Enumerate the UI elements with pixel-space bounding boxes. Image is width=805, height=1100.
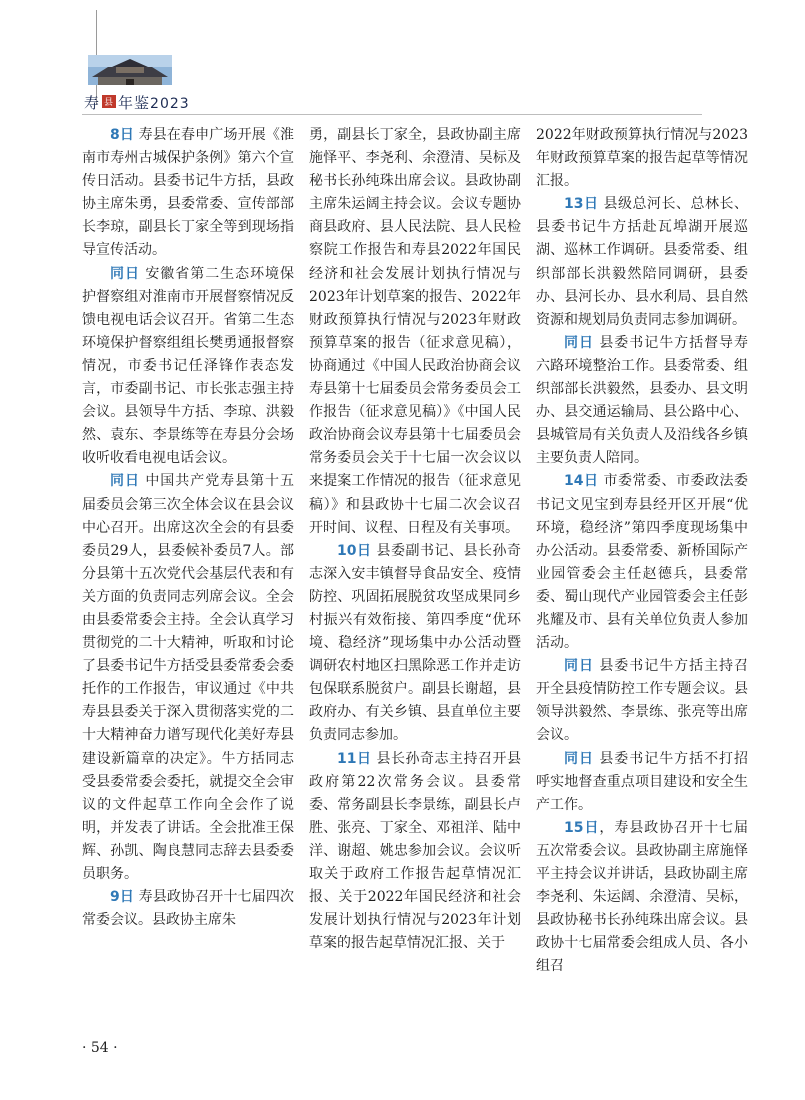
header-rule-horizontal xyxy=(82,114,702,115)
entry xyxy=(536,470,748,655)
entry-date: 9日 xyxy=(110,889,135,906)
entry xyxy=(82,263,294,471)
entry-text: 县长孙奇志主持召开县政府第22次常务会议。县委常委、常务副县长李景练，副县长卢胜、张亮、丁家全、邓祖洋、陆中洋、谢超、姚忠参加会议。会议听取关于政府工作报告起草情况汇报、关于2022年国民经济和社会发展计划执行情况与2023年计划草案的报告起草情况汇报、关于 xyxy=(309,750,522,952)
entry-text: 寿县政协召开十七届四次常委会议。县政协主席朱 xyxy=(82,889,295,929)
entry-date: 同日 xyxy=(564,334,594,351)
entry-date: 10日 xyxy=(337,542,372,559)
text-column-2 xyxy=(309,124,521,955)
entry xyxy=(82,886,294,932)
entry-text: 县委书记牛方括不打招呼实地督查重点项目建设和安全生产工作。 xyxy=(536,750,749,813)
header-photo-city-gate xyxy=(88,55,172,85)
entry xyxy=(536,817,748,979)
yearbook-title xyxy=(84,92,190,113)
page-number: · 54 · xyxy=(82,1040,118,1056)
entry-date: 同日 xyxy=(564,658,594,675)
entry xyxy=(536,193,748,332)
text-column-3 xyxy=(536,124,748,978)
entry xyxy=(309,748,521,956)
entry-date: 同日 xyxy=(110,265,140,282)
entry-text: 县级总河长、总林长、县委书记牛方括赴瓦埠湖开展巡湖、巡林工作调研。县委常委、组织部部长洪毅然陪同调研，县委办、县河长办、县水利局、县自然资源和规划局负责同志参加调研。 xyxy=(536,196,749,328)
entry-date: 8日 xyxy=(110,127,135,143)
entry-text: 2022年财政预算执行情况与2023年财政预算草案的报告起草等情况汇报。 xyxy=(536,127,748,190)
entry-text: 县委副书记、县长孙奇志深入安丰镇督导食品安全、疫情防控、巩固拓展脱贫攻坚成果同乡村振兴有效衔接、第四季度“优环境、稳经济”现场集中办公活动暨调研农村地区扫黑除恶工作并走访包保联系脱贫户。副县长谢超，县政府办、有关乡镇、县直单位主要负责同志参加。 xyxy=(309,542,522,744)
entry-text: 中国共产党寿县第十五届委员会第三次全体会议在县会议中心召开。出席这次全会的有县委委员29人，县委候补委员7人。部分县第十五次党代会基层代表和有关方面的负责同志列席会议。全会由县委常委会主持。全会认真学习贯彻党的二十大精神，听取和讨论了县委书记牛方括受县委常委会委托作的工作报告，审议通过《中共寿县县委关于深入贯彻落实党的二十大精神奋力谱写现代化美好寿县建设新篇章的决定》。牛方括同志受县委常委会委托，就提交全会审议的文件起草工作向全会作了说明，并发表了讲话。全会批准王保辉、孙凯、陶良慧同志辞去县委委员职务。 xyxy=(82,473,295,882)
entry-text: 安徽省第二生态环境保护督察组对淮南市开展督察情况反馈电视电话会议召开。省第二生态环境保护督察组组长樊勇通报督察情况，市委书记任泽锋作表态发言，市委副书记、市长张志强主持会议。县领导牛方括、李琼、洪毅然、袁东、李景练等在寿县分会场收听收看电视电话会议。 xyxy=(82,265,295,467)
entry-text: ，寿县政协召开十七届五次常委会议。县政协副主席施怿平主持会议并讲话，县政协副主席李尧利、朱运阔、余澄清、吴标，县政协秘书长孙纯珠出席会议。县政协十七届常委会组成人员、各小组召 xyxy=(536,819,749,975)
text-column-1 xyxy=(82,124,294,932)
entry xyxy=(82,124,294,263)
entry-date: 15日 xyxy=(564,819,600,836)
entry-date: 同日 xyxy=(110,473,140,490)
entry xyxy=(82,470,294,886)
entry-date: 11日 xyxy=(337,750,372,767)
entry-text: 市委常委、市委政法委书记文见宝到寿县经开区开展“优环境，稳经济”第四季度现场集中办公活动。县委常委、新桥国际产业园管委会主任赵德兵，县委常委、蜀山现代产业园管委会主任彭兆耀及市、县有关单位负责人参加活动。 xyxy=(536,473,749,652)
entry-continued xyxy=(536,124,748,193)
entry xyxy=(536,655,748,747)
entry-date: 14日 xyxy=(564,473,599,490)
page-header xyxy=(0,0,805,120)
entry xyxy=(536,332,748,471)
title-seal: 县 xyxy=(102,95,116,108)
entry-text: 县委书记牛方括督导寿六路环境整治工作。县委常委、组织部部长洪毅然，县委办、县文明办、县交通运输局、县公路中心、县城管局有关负责人及沿线各乡镇主要负责人陪同。 xyxy=(536,334,749,467)
entry-continued xyxy=(309,124,521,540)
entry-text: 寿县在春申广场开展《淮南市寿州古城保护条例》第六个宣传日活动。县委书记牛方括，县政协主席朱勇，县委常委、宣传部部长李琼，副县长丁家全等到现场指导宣传活动。 xyxy=(82,127,295,259)
entry-text: 县委书记牛方括主持召开全县疫情防控工作专题会议。县领导洪毅然、李景练、张亮等出席会议。 xyxy=(536,658,749,744)
entry xyxy=(536,748,748,817)
title-char: 寿 xyxy=(84,94,101,112)
entry-text: 勇，副县长丁家全，县政协副主席施怿平、李尧利、余澄清、吴标及秘书长孙纯珠出席会议。县政协副主席朱运阔主持会议。会议专题协商县政府、县人民法院、县人民检察院工作报告和寿县2022年国民经济和社会发展计划执行情况与2023年计划草案的报告、2022年财政预算执行情况与2023年财政预算草案的报告（征求意见稿），协商通过《中国人民政治协商会议寿县第十七届委员会常务委员会工作报告（征求意见稿）》《中国人民政治协商会议寿县第十七届委员会常务委员会关于十七届一次会议以来提案工作情况的报告（征求意见稿）》和县政协十七届二次会议召开时间、议程、日程及有关事项。 xyxy=(309,127,521,536)
entry-date: 13日 xyxy=(564,196,599,213)
title-subtitle: 年鉴 xyxy=(118,94,151,112)
entry-date: 同日 xyxy=(564,750,594,767)
title-year: 2023 xyxy=(150,96,190,112)
entry xyxy=(309,540,521,748)
